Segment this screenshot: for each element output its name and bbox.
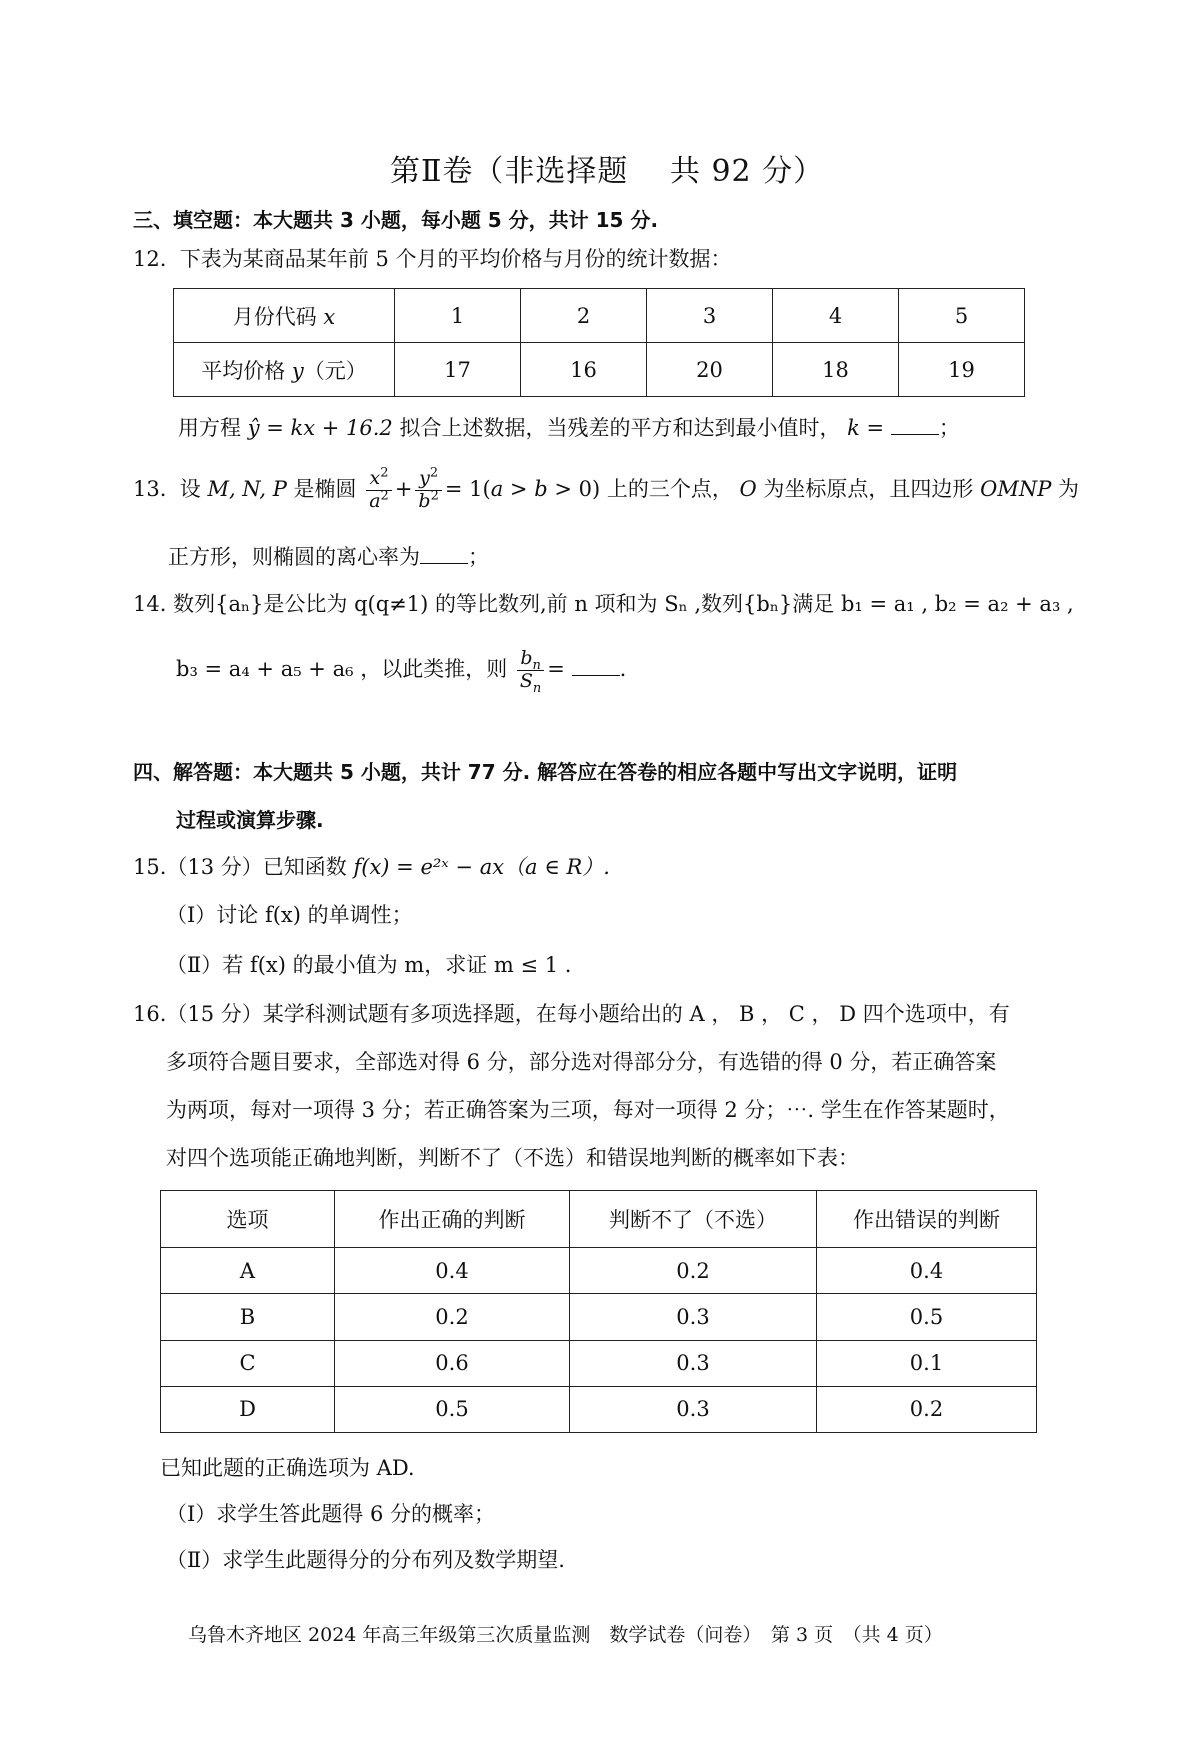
q12-month-row <box>174 289 1025 343</box>
q16-line2: 多项符合题目要求，全部选对得 6 分，部分选对得部分分，有选错的得 0 分，若正确答案 <box>166 1050 997 1074</box>
table-row <box>161 1386 1037 1432</box>
q16-header-cell: 作出正确的判断 <box>335 1191 570 1248</box>
q16-header-cell: 选项 <box>161 1191 335 1248</box>
page-footer: 乌鲁木齐地区 2024 年高三年级第三次质量监测 数学试卷（问卷） 第 3 页 （共 4 页） <box>188 1624 943 1646</box>
q12-cell: 5 <box>899 289 1025 343</box>
q16-cell: A <box>161 1248 335 1294</box>
q15-intro: （13 分）已知函数 <box>166 855 347 879</box>
q12-cell: 4 <box>773 289 899 343</box>
q13-omnp: OMNP <box>980 476 1052 501</box>
q12-cell: 2 <box>521 289 647 343</box>
q16-part2: （Ⅱ）求学生此题得分的分布列及数学期望. <box>166 1548 565 1572</box>
q15-stem <box>133 855 610 880</box>
q13-vars: M, N, P <box>207 476 287 501</box>
q13-line1 <box>133 465 1080 513</box>
ellipse-equation: $\frac{x^2}{a^2}$ + $\frac{y^2}{b^2}$ = 1(a > b > 0) <box>363 477 607 501</box>
q16-cell: C <box>161 1340 335 1386</box>
q12-k: k = <box>847 416 885 440</box>
q16-cell: 0.3 <box>570 1340 817 1386</box>
q16-header-cell: 判断不了（不选） <box>570 1191 817 1248</box>
q16-cell: 0.4 <box>335 1248 570 1294</box>
table-row <box>161 1340 1037 1386</box>
q15-part1: （Ⅰ）讨论 f(x) 的单调性； <box>166 903 413 927</box>
q12-table <box>173 288 1025 397</box>
q14-line2-text: b₃ = a₄ + a₅ + a₆ ，以此类推，则 <box>176 656 508 681</box>
q14-line2: b₃ = a₄ + a₅ + a₆ ，以此类推，则 $\frac{b_n}{S_n}$ = . <box>176 647 627 696</box>
q12-cell: 19 <box>899 343 1025 397</box>
q16-header-cell: 作出错误的判断 <box>817 1191 1037 1248</box>
section3-heading: 三、填空题：本大题共 3 小题，每小题 5 分，共计 15 分. <box>133 208 659 232</box>
q16-cell: 0.1 <box>817 1340 1037 1386</box>
section4-heading-line2: 过程或演算步骤. <box>176 808 324 832</box>
q13-line2-text: 正方形，则椭圆的离心率为 <box>168 545 420 569</box>
q13-text-c: 上的三个点， <box>606 476 733 501</box>
q16-line4: 对四个选项能正确地判断，判断不了（不选）和错误地判断的概率如下表： <box>166 1146 859 1170</box>
q14-line2-end: . <box>619 656 627 681</box>
q16-cell: 0.4 <box>817 1248 1037 1294</box>
q16-probability-table <box>160 1190 1037 1433</box>
q16-line3: 为两项，每对一项得 3 分；若正确答案为三项，每对一项得 2 分；⋯. 学生在作答某题时， <box>166 1098 1010 1122</box>
q16-cell: B <box>161 1294 335 1340</box>
q12-number: 12. <box>133 247 167 271</box>
q16-header-row <box>161 1191 1037 1248</box>
q16-cell: 0.2 <box>817 1386 1037 1432</box>
q12-price-row <box>174 343 1025 397</box>
q12-cell: 1 <box>395 289 521 343</box>
q14-line1 <box>133 592 1074 617</box>
q12-follow-prefix: 用方程 <box>178 416 241 440</box>
q12-cell: 3 <box>647 289 773 343</box>
q16-cell: 0.2 <box>335 1294 570 1340</box>
q13-o: O <box>739 476 757 501</box>
bn-over-sn: $\frac{b_n}{S_n}$ <box>517 648 544 693</box>
q12-equation: ŷ = kx + 16.2 <box>247 416 393 440</box>
table-row <box>161 1248 1037 1294</box>
q14-number: 14. <box>133 592 167 616</box>
q12-followup <box>178 416 960 441</box>
answer-blank <box>891 420 939 435</box>
q12-cell: 20 <box>647 343 773 397</box>
q13-line2-end: ； <box>468 545 489 569</box>
q15-number: 15. <box>133 855 167 879</box>
q12-cell: 17 <box>395 343 521 397</box>
q16-line1-text: （15 分）某学科测试题有多项选择题，在每小题给出的 A ， B ， C ， D 四个选项中，有 <box>166 1002 1010 1026</box>
answer-blank <box>572 661 620 676</box>
q13-text-a: 设 <box>179 476 201 501</box>
q16-number: 16. <box>133 1002 167 1026</box>
q14-line1-text: 数列{aₙ}是公比为 q(q≠1) 的等比数列,前 n 项和为 Sₙ ,数列{bₙ}满足 b₁ = a₁ , b₂ = a₂ + a₃ , <box>173 592 1074 616</box>
q16-cell: 0.3 <box>570 1386 817 1432</box>
q16-cell: 0.3 <box>570 1294 817 1340</box>
table-row <box>161 1294 1037 1340</box>
q12-cell: 16 <box>521 343 647 397</box>
q16-cell: 0.2 <box>570 1248 817 1294</box>
q12-follow-end: ； <box>938 416 960 440</box>
q15-part2: （Ⅱ）若 f(x) 的最小值为 m，求证 m ≤ 1 . <box>166 953 572 977</box>
q12-row-label: 平均价格 y（元） <box>174 343 395 397</box>
q16-cell: 0.5 <box>335 1386 570 1432</box>
q16-cell: 0.6 <box>335 1340 570 1386</box>
q16-cell: D <box>161 1386 335 1432</box>
q12-cell: 18 <box>773 343 899 397</box>
q13-number: 13. <box>133 476 167 501</box>
q13-line2 <box>168 545 489 570</box>
q12-row-label: 月份代码 x <box>174 289 395 343</box>
q15-function: f(x) = e²ˣ − ax（a ∈ R）. <box>353 855 610 879</box>
q13-text-e: 为 <box>1058 476 1080 501</box>
q12-follow-mid: 拟合上述数据，当残差的平方和达到最小值时， <box>399 416 841 440</box>
q13-text-b: 是椭圆 <box>293 476 357 501</box>
section4-heading-line1: 四、解答题：本大题共 5 小题，共计 77 分. 解答应在答卷的相应各题中写出文字说明，证明 <box>133 760 958 784</box>
q16-known: 已知此题的正确选项为 AD. <box>160 1456 415 1480</box>
q16-cell: 0.5 <box>817 1294 1037 1340</box>
q12-stem <box>133 247 731 272</box>
q13-text-d: 为坐标原点，且四边形 <box>763 476 974 501</box>
q12-text: 下表为某商品某年前 5 个月的平均价格与月份的统计数据： <box>179 247 732 271</box>
q16-line1 <box>133 1002 1010 1027</box>
q16-part1: （Ⅰ）求学生答此题得 6 分的概率； <box>166 1502 496 1526</box>
section-title: 第Ⅱ卷（非选择题 共 92 分） <box>390 154 825 189</box>
answer-blank <box>420 549 468 564</box>
